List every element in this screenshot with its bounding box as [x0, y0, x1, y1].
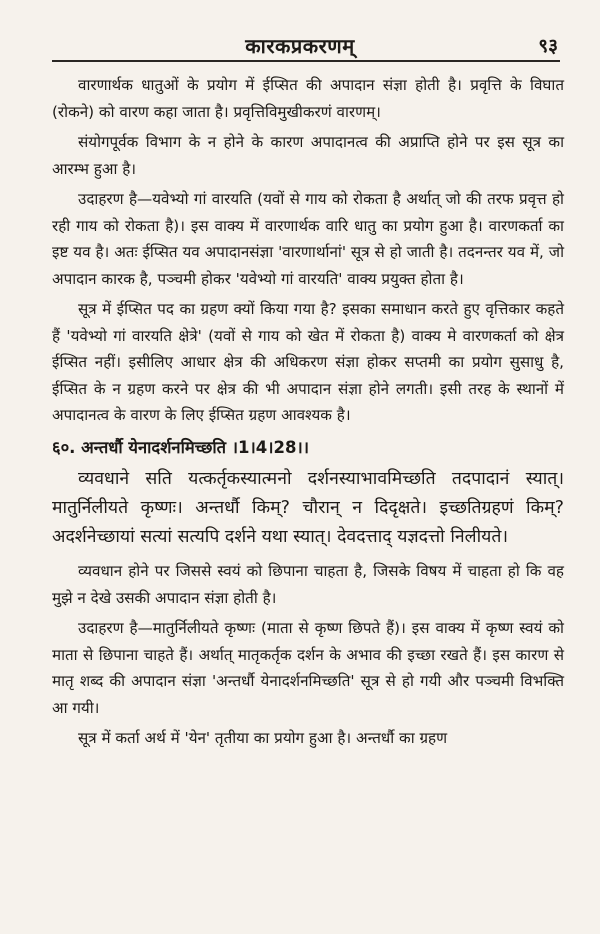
sanskrit-commentary: व्यवधाने सति यत्कर्तृकस्यात्मनो दर्शनस्याभावमिच्छति तदपादानं स्यात्। मातुर्निलीयते कृष्णः। अन्तर्धौ किम्? चौरान् न दिदृक्षते। इच्छतिग्रहणं किम्? अदर्शनेच्छायां सत्यां सत्यपि दर्शने यथा स्यात्। देवदत्ताद् यज्ञदत्तो निलीयते। — [52, 469, 564, 547]
paragraph-purpose: संयोगपूर्वक विभाग के न होने के कारण अपादानत्व की अप्राप्ति होने पर इस सूत्र का आरम्भ हुआ है। — [52, 133, 564, 178]
header-rule — [52, 60, 560, 62]
sutra-heading: ६०. अन्तर्धौ येनादर्शनमिच्छति ।1।4।28।। — [52, 437, 309, 457]
paragraph-example: उदाहरण है—यवेभ्यो गां वारयति (यवों से गाय को रोकता है अर्थात् जो की तरफ प्रवृत्त हो रही गाय को रोकता है)। इस वाक्य में वारणार्थक वारि धातु का प्रयोग हुआ है। वारणकर्ता का इष्ट यव है। अतः ईप्सित यव अपादानसंज्ञा 'वारणार्थानां' सूत्र से हो जाती है। तदनन्तर यव में, जो अपादान कारक है, पञ्चमी होकर 'यवेभ्यो गां वारयति' वाक्य प्रयुक्त होता है। — [52, 190, 564, 288]
paragraph-definition: वारणार्थक धातुओं के प्रयोग में ईप्सित की अपादान संज्ञा होती है। प्रवृत्ति के विघात (रोकने) को वारण कहा जाता है। प्रवृत्तिविमुखीकरणं वारणम्। — [52, 76, 564, 121]
running-title: कारकप्रकरणम् — [245, 34, 355, 58]
page-body — [52, 72, 564, 756]
paragraph-definition-2: व्यवधान होने पर जिससे स्वयं को छिपाना चाहता है, जिसके विषय में चाहता हो कि वह मुझे न देखे उसकी अपादान संज्ञा होती है। — [52, 562, 564, 607]
paragraph-continuation: सूत्र में कर्ता अर्थ में 'येन' तृतीया का प्रयोग हुआ है। अन्तर्धौ का ग्रहण — [78, 729, 448, 747]
page-number: ९३ — [538, 35, 558, 57]
paragraph-example-2: उदाहरण है—मातुर्निलीयते कृष्णः (माता से कृष्ण छिपते हैं)। इस वाक्य में कृष्ण स्वयं को माता से छिपाना चाहते हैं। अर्थात् मातृकर्तृक दर्शन के अभाव की इच्छा रखते हैं। इस कारण से मातृ शब्द की अपादान संज्ञा 'अन्तर्धौ येनादर्शनमिच्छति' सूत्र से हो गयी और पञ्चमी विभक्ति आ गयी। — [52, 619, 564, 717]
page-header — [0, 20, 600, 60]
paragraph-explanation: सूत्र में ईप्सित पद का ग्रहण क्यों किया गया है? इसका समाधान करते हुए वृत्तिकार कहते हैं 'यवेभ्यो गां वारयति क्षेत्रे' (यवों से गाय को खेत में रोकता है) वाक्य मे वारणकर्ता को क्षेत्र ईप्सित नहीं। इसीलिए आधार क्षेत्र की अधिकरण संज्ञा होकर सप्तमी का प्रयोग सुसाधु है, ईप्सित के न ग्रहण करने पर क्षेत्र की भी अपादान संज्ञा होने लगती। इसी तरह के स्थानों में अपादानत्व के वारण के लिए ईप्सित ग्रहण आवश्यक है। — [52, 300, 564, 424]
